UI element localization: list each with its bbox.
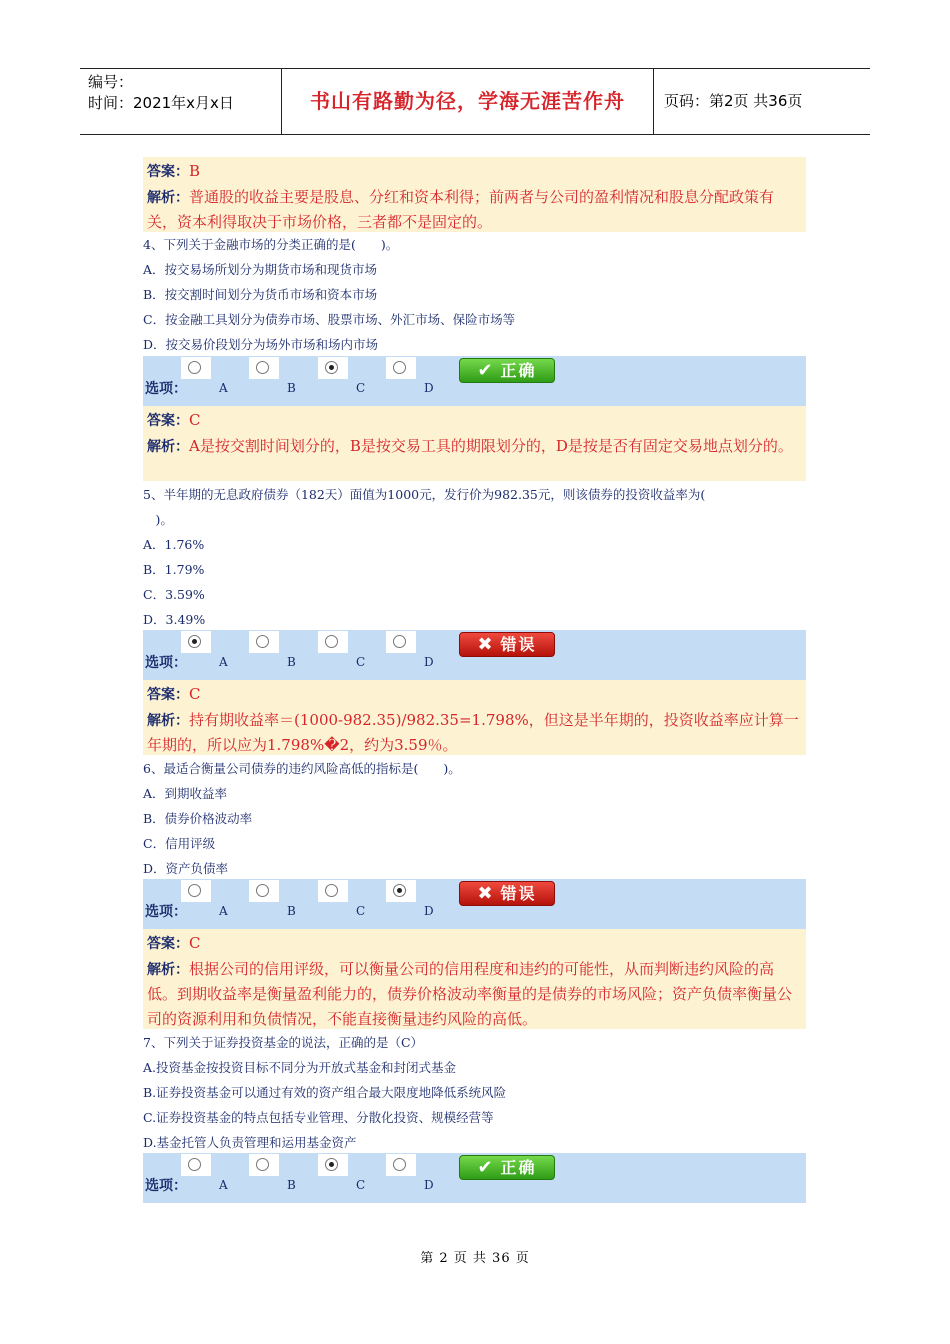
radio-a[interactable] <box>181 357 211 379</box>
correct-badge: ✔ 正确 <box>459 1155 555 1180</box>
analysis-line <box>147 957 802 1032</box>
radio-d[interactable] <box>386 631 416 653</box>
check-icon: ✔ <box>477 360 495 381</box>
options-label: 选项： <box>145 655 187 671</box>
radio-b[interactable] <box>249 357 279 379</box>
option-letter-c: C <box>356 904 366 918</box>
analysis-line <box>147 708 802 758</box>
analysis-text: 持有期收益率＝(1000-982.35)/982.35=1.798%，但这是半年期的，投资收益率应计算一年期的，所以应为1.798%�2，约为3.59％。 <box>147 710 799 754</box>
option-letter-d: D <box>424 381 434 395</box>
choice-c: C．3.59% <box>143 587 205 602</box>
choice-b: B．债券价格波动率 <box>143 811 253 826</box>
wrong-badge: ✖ 错误 <box>459 632 555 657</box>
option-letter-c: C <box>356 381 366 395</box>
answer-box <box>143 929 806 1029</box>
options-label: 选项： <box>145 381 187 397</box>
option-letter-d: D <box>424 904 434 918</box>
x-icon: ✖ <box>477 634 495 655</box>
option-letter-a: A <box>219 904 228 918</box>
choice-a: A.投资基金按投资目标不同分为开放式基金和封闭式基金 <box>143 1060 457 1075</box>
choice-c: C.证券投资基金的特点包括专业管理、分散化投资、规模经营等 <box>143 1110 494 1125</box>
header-page-number: 页码：第2页 共36页 <box>664 92 803 110</box>
choice-c: C．信用评级 <box>143 836 216 851</box>
option-letter-b: B <box>287 655 296 669</box>
options-bar <box>143 1153 806 1203</box>
radio-d[interactable] <box>386 1154 416 1176</box>
choice-c: C．按金融工具划分为债券市场、股票市场、外汇市场、保险市场等 <box>143 312 516 327</box>
answer-label: 答案： <box>147 413 189 429</box>
radio-c[interactable] <box>318 631 348 653</box>
radio-b[interactable] <box>249 1154 279 1176</box>
question-block <box>143 756 803 881</box>
choice-d: D.基金托管人负责管理和运用基金资产 <box>143 1135 357 1150</box>
answer-label: 答案： <box>147 687 189 703</box>
answer-value: C <box>189 934 201 952</box>
question-text: 6、最适合衡量公司债券的违约风险高低的指标是( )。 <box>143 761 461 776</box>
answer-label: 答案： <box>147 936 189 952</box>
answer-value: C <box>189 411 201 429</box>
choice-a: A．按交易场所划分为期货市场和现货市场 <box>143 262 378 277</box>
option-letter-d: D <box>424 1178 434 1192</box>
choice-d: D．资产负债率 <box>143 861 229 876</box>
question-block <box>143 1030 803 1155</box>
wrong-badge: ✖ 错误 <box>459 881 555 906</box>
radio-a[interactable] <box>181 1154 211 1176</box>
answer-box <box>143 157 806 232</box>
question-block <box>143 482 803 632</box>
radio-a[interactable] <box>181 631 211 653</box>
radio-b[interactable] <box>249 880 279 902</box>
page-header <box>80 68 870 135</box>
x-icon: ✖ <box>477 883 495 904</box>
choice-b: B．按交割时间划分为货币市场和资本市场 <box>143 287 378 302</box>
question-block <box>143 232 803 357</box>
option-letter-a: A <box>219 655 228 669</box>
choice-a: A．到期收益率 <box>143 786 228 801</box>
radio-c[interactable] <box>318 357 348 379</box>
answer-label: 答案： <box>147 164 189 180</box>
answer-line <box>147 408 802 434</box>
option-letter-a: A <box>219 1178 228 1192</box>
option-letter-a: A <box>219 381 228 395</box>
answer-line <box>147 682 802 708</box>
answer-box <box>143 406 806 481</box>
choice-d: D．按交易价段划分为场外市场和场内市场 <box>143 337 379 352</box>
options-bar <box>143 356 806 406</box>
analysis-text: 根据公司的信用评级，可以衡量公司的信用程度和违约的可能性，从而判断违约风险的高低。到期收益率是衡量盈利能力的，债券价格波动率衡量的是债券的市场风险；资产负债率衡量公司的资源利用和负债情况，不能直接衡量违约风险的高低。 <box>147 959 793 1028</box>
options-bar <box>143 630 806 680</box>
option-letter-b: B <box>287 904 296 918</box>
analysis-line <box>147 434 802 460</box>
analysis-label: 解析： <box>147 712 189 729</box>
choice-b: B．1.79% <box>143 562 205 577</box>
analysis-label: 解析： <box>147 189 189 206</box>
question-text: 5、半年期的无息政府债券（182天）面值为1000元，发行价为982.35元，则该债券的投资收益率为( <box>143 487 706 502</box>
analysis-label: 解析： <box>147 438 189 455</box>
analysis-line <box>147 185 802 235</box>
question-text: 4、下列关于金融市场的分类正确的是( )。 <box>143 237 399 252</box>
choice-d: D．3.49% <box>143 612 206 627</box>
correct-badge: ✔ 正确 <box>459 358 555 383</box>
options-bar <box>143 879 806 929</box>
header-date: 时间：2021年x月x日 <box>88 94 234 112</box>
answer-value: B <box>189 162 201 180</box>
analysis-label: 解析： <box>147 961 189 978</box>
choice-a: A．1.76% <box>143 537 205 552</box>
radio-d[interactable] <box>386 880 416 902</box>
question-text-cont: )。 <box>143 512 173 527</box>
option-letter-b: B <box>287 381 296 395</box>
radio-c[interactable] <box>318 880 348 902</box>
analysis-text: A是按交割时间划分的，B是按交易工具的期限划分的，D是按是否有固定交易地点划分的。 <box>189 436 793 455</box>
answer-line <box>147 931 802 957</box>
options-label: 选项： <box>145 904 187 920</box>
answer-box <box>143 680 806 755</box>
option-letter-d: D <box>424 655 434 669</box>
answer-value: C <box>189 685 201 703</box>
options-label: 选项： <box>145 1178 187 1194</box>
analysis-text: 普通股的收益主要是股息、分红和资本利得；前两者与公司的盈利情况和股息分配政策有关，资本利得取决于市场价格，三者都不是固定的。 <box>147 187 775 231</box>
radio-a[interactable] <box>181 880 211 902</box>
answer-line <box>147 159 802 185</box>
header-motto: 书山有路勤为径，学海无涯苦作舟 <box>282 69 654 134</box>
radio-d[interactable] <box>386 357 416 379</box>
option-letter-c: C <box>356 655 366 669</box>
radio-c[interactable] <box>318 1154 348 1176</box>
check-icon: ✔ <box>477 1157 495 1178</box>
option-letter-b: B <box>287 1178 296 1192</box>
option-letter-c: C <box>356 1178 366 1192</box>
page-footer: 第 2 页 共 36 页 <box>420 1251 530 1266</box>
radio-b[interactable] <box>249 631 279 653</box>
header-meta <box>80 69 282 134</box>
serial-number: 编号： <box>88 73 134 91</box>
choice-b: B.证券投资基金可以通过有效的资产组合最大限度地降低系统风险 <box>143 1085 507 1100</box>
question-text: 7、下列关于证券投资基金的说法，正确的是（C） <box>143 1035 424 1050</box>
